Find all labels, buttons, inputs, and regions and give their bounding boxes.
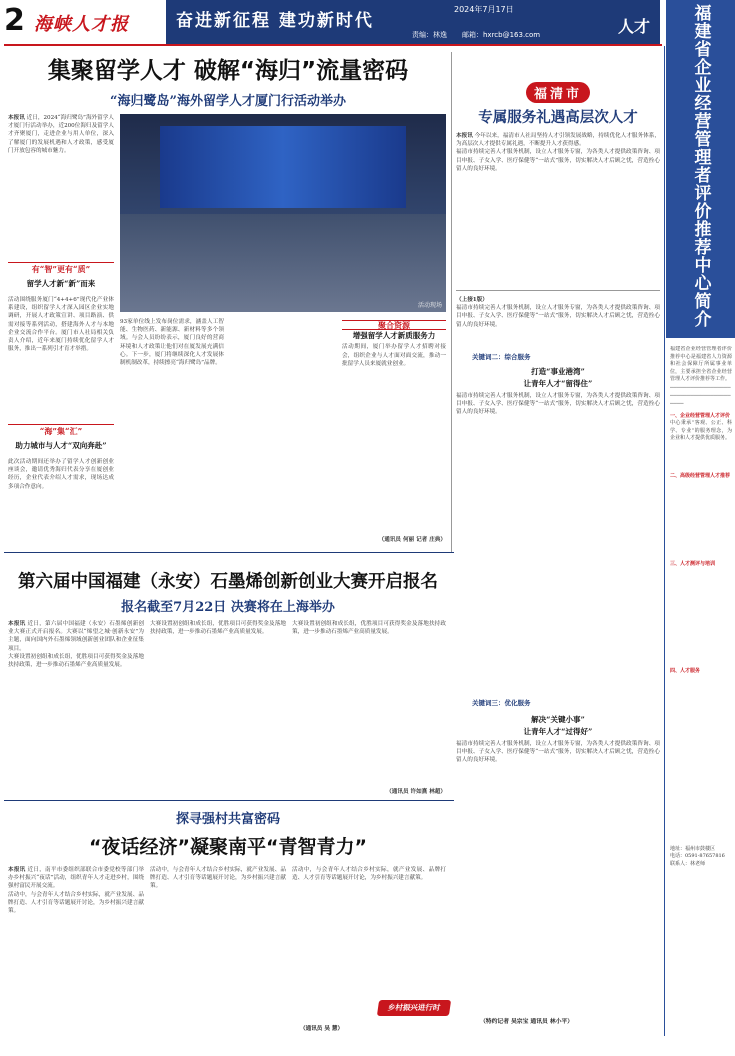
article2-kw1-title: 打造“事业港湾”: [531, 367, 585, 376]
sidebar-filler-1: ────────────────────────────────────────: [670, 384, 731, 408]
article2-tag-text: 福清市: [526, 82, 590, 103]
header-date: 2024年7月17日: [454, 5, 514, 14]
header-email: 邮箱：hxrcb@163.com: [462, 31, 541, 39]
article2-divider-1: [456, 290, 660, 291]
article4-col3: [292, 866, 446, 1006]
article4-lead: 近日，南平市委组织部联合市委党校等部门举办乡村振兴“夜话”活动，组织青年人才走进乡村，围绕强村富民开展交流。: [8, 867, 144, 890]
header-divider: [4, 44, 662, 46]
article4-headline: “夜话经济”凝聚南平“青智青力”: [89, 836, 367, 858]
article1-section1-sub: 留学人才新“新”而来: [26, 279, 96, 288]
article3-col3: [292, 620, 446, 796]
sidebar-address: 地址：福州市鼓楼区: [670, 845, 716, 852]
article2-lead-label: 本报讯: [456, 133, 473, 139]
article1-section2-body: 此次活动期间还举办了留学人才创新创业座谈会，邀请优秀海归代表分享在厦创业经历，企业代表介绍人才需求，现场达成多项合作意向。: [8, 459, 114, 490]
article4-col1: [8, 866, 144, 1034]
article4-kicker: 探寻强村共富密码: [175, 812, 280, 827]
article3-col2: [150, 620, 286, 796]
sidebar-section-2: 二、高级经营管理人才推荐: [670, 472, 731, 479]
sidebar-body: [670, 346, 732, 1026]
article2-kw2-sub: 让青年人才“过得好”: [523, 727, 593, 736]
article2-kw2-title: 解决“关键小事”: [531, 715, 585, 724]
article1-col3: [230, 318, 336, 544]
article2-byline: （特约记者 吴宗宝 通讯员 林小平）: [480, 1019, 574, 1025]
sidebar-divider: [664, 46, 665, 1036]
article2-kw1-body: 福清市持续完善人才服务机制，设立人才服务专窗，为各类人才提供政策咨询、项目申报、子女入学、医疗保健等“一站式”服务，切实解决人才后顾之忧，营造拴心留人的良好环境。: [456, 393, 660, 416]
article1-section1-title: 有“智”更有“质”: [8, 262, 114, 273]
article4-badge: 乡村振兴进行时: [377, 1000, 451, 1016]
sidebar-section-1: 一、企业经营管理人才评价: [670, 412, 731, 419]
article1-col1: [8, 114, 114, 544]
paper-name: 海峡人才报: [34, 14, 129, 35]
sidebar: [666, 0, 735, 1039]
article1-lead: 近日，2024“海归鹭岛”海外留学人才厦门行活动举办，近200位海归及留学人才齐聚厦门，走进企业与用人单位，深入了解厦门的发展机遇和人才政策，感受厦门开放包容的城市魅力。: [8, 115, 114, 154]
article3-lead: 近日，第六届中国福建（永安）石墨烯创新创业大赛正式开启报名。大赛以“烯望之城·创新永安”为主题，面向国内外石墨烯领域创新创业团队和企业征集项目。: [8, 621, 144, 652]
article4-byline: （通讯员 吴 慧）: [300, 1026, 344, 1032]
article2-tag: [516, 82, 600, 103]
article1-col3-section-sub: 增强留学人才新质服务力: [352, 331, 436, 341]
sidebar-title: 福建省企业经营管理者评价推荐中心简介: [690, 4, 711, 328]
article3-col2-body: 大赛设置初创组和成长组，优胜项目可获得奖金及落地扶持政策，进一步推动石墨烯产业高质量发展。: [150, 621, 286, 636]
article2-part-label: （上接1版）: [456, 297, 488, 303]
article3-lead-label: 本报讯: [8, 621, 26, 627]
article4-col2-body: 活动中，与会青年人才结合乡村实际，就产业发展、品牌打造、人才引育等话题展开讨论，为乡村振兴建言献策。: [150, 867, 286, 890]
article3-byline: （通讯员 许如熹 林超）: [386, 788, 446, 795]
article1-photo: [120, 114, 446, 312]
article-divider-h1: [4, 552, 454, 553]
article2-body-top: [456, 132, 660, 286]
article2-kw2-body: 福清市持续完善人才服务机制，设立人才服务专窗，为各类人才提供政策咨询、项目申报、子女入学、医疗保健等“一站式”服务，切实解决人才后顾之忧，营造拴心留人的良好环境。: [456, 741, 660, 764]
photo-caption: 活动现场: [417, 302, 442, 309]
section-label: 人才: [618, 17, 651, 36]
article1-headline: 集聚留学人才 破解“海归”流量密码: [47, 58, 409, 84]
article2-kw1-label: 关键词二：综合服务: [472, 353, 531, 361]
sidebar-section-4: 四、人才服务: [670, 668, 701, 675]
article4-col1-body: 活动中，与会青年人才结合乡村实际，就产业发展、品牌打造、人才引育等话题展开讨论，为乡村振兴建言献策。: [8, 891, 144, 915]
article2-lead: 今年以来，福清市人社局坚持人才引领发展战略，持续优化人才服务体系，为高层次人才提供专属礼遇，不断提升人才获得感。: [456, 133, 660, 148]
sidebar-contact: 联系人：林老师: [670, 860, 706, 867]
header-slogan: 奋进新征程 建功新时代: [176, 11, 374, 31]
article1-col2-body: 93家单位线上发布岗位需求，涵盖人工智能、生物医药、新能源、新材料等多个领域。与会人员纷纷表示，厦门良好的营商环境和人才政策让他们对在厦发展充满信心。下一步，厦门将继续深化人才发展体制机制改革，持续擦亮“海归鹭岛”品牌。: [120, 319, 224, 367]
article4-lead-label: 本报讯: [8, 867, 26, 873]
sidebar-section-3: 三、人才测评与培训: [670, 560, 716, 567]
article4-col2: [150, 866, 286, 1034]
sidebar-phone: 电话：0591-87657816: [670, 853, 725, 860]
article1-section1-body: 活动围绕服务厦门“4+4+6”现代化产业体系建设，组织留学人才深入园区企业实地调研，开展人才政策宣讲、项目路演、供需对接等系列活动，搭建海外人才与本地企业交流合作平台。厦门市人社局相关负责人介绍，近年来厦门持续优化留学人才服务，推出一系列引才育才举措。: [8, 297, 114, 353]
sidebar-intro: 福建省企业经营管理者评价推荐中心是福建省人力资源和社会保障厅所属事业单位，主要承担全省企业经营管理人才评价推荐等工作。: [670, 346, 732, 383]
article1-byline: （通讯员 何丽 记者 庄典）: [378, 536, 446, 543]
article-divider-v1: [451, 52, 452, 552]
header: [0, 0, 735, 44]
article1-col3-section-title: 聚合资源: [342, 320, 446, 330]
article3-subhead: 报名截至7月22日 决赛将在上海举办: [121, 600, 335, 615]
photo-stage-screen: [160, 126, 406, 208]
article2-body-1: 福清市持续完善人才服务机制，设立人才服务专窗，为各类人才提供政策咨询、项目申报、子女入学、医疗保健等“一站式”服务，切实解决人才后顾之忧，营造拴心留人的良好环境。: [456, 149, 660, 172]
article1-section2-title: “海”集“汇”: [8, 424, 114, 435]
article1-col3-body: 活动期间，厦门举办留学人才招聘对接会，组织企业与人才面对面交流，推动一批留学人员来厦就业创业。: [342, 344, 446, 367]
article1-lead-label: 本报讯: [8, 115, 25, 121]
sidebar-title-band: [666, 0, 735, 338]
article2-body-2: 福清市持续完善人才服务机制，设立人才服务专窗，为各类人才提供政策咨询、项目申报、子女入学、医疗保健等“一站式”服务，切实解决人才后顾之忧，营造拴心留人的良好环境。: [456, 305, 660, 328]
article1-subhead: “海归鹭岛”海外留学人才厦门行活动举办: [110, 94, 346, 109]
article1-section2-sub: 助力城市与人才“双向奔赴”: [15, 441, 107, 450]
photo-stage: [120, 214, 446, 312]
article3-col3-body: 大赛设置初创组和成长组，优胜项目可获得奖金及落地扶持政策，进一步推动石墨烯产业高质量发展。: [292, 621, 446, 636]
article3-headline: 第六届中国福建（永安）石墨烯创新创业大赛开启报名: [18, 572, 438, 592]
article4-col3-body: 活动中，与会青年人才结合乡村实际，就产业发展、品牌打造、人才引育等话题展开讨论，为乡村振兴建言献策。: [292, 867, 446, 882]
article-divider-h2: [4, 800, 454, 801]
page-number: 2: [4, 3, 25, 38]
article3-col1: [8, 620, 144, 796]
article1-col4: [342, 318, 446, 544]
article2-kw2-label: 关键词三：优化服务: [472, 699, 531, 707]
header-editor: 责编：林逸: [412, 31, 447, 39]
sidebar-body-text-1: 中心秉承“客观、公正、科学、专业”的服务理念，为企业和人才提供优质服务。: [670, 420, 732, 442]
article2-headline: 专属服务礼遇高层次人才: [478, 109, 638, 126]
article1-col2: [120, 318, 224, 544]
article3-col1-body: 大赛设置初创组和成长组，优胜项目可获得奖金及落地扶持政策，进一步推动石墨烯产业高质量发展。: [8, 653, 144, 669]
article2-kw1-sub: 让青年人才“留得住”: [523, 379, 593, 388]
